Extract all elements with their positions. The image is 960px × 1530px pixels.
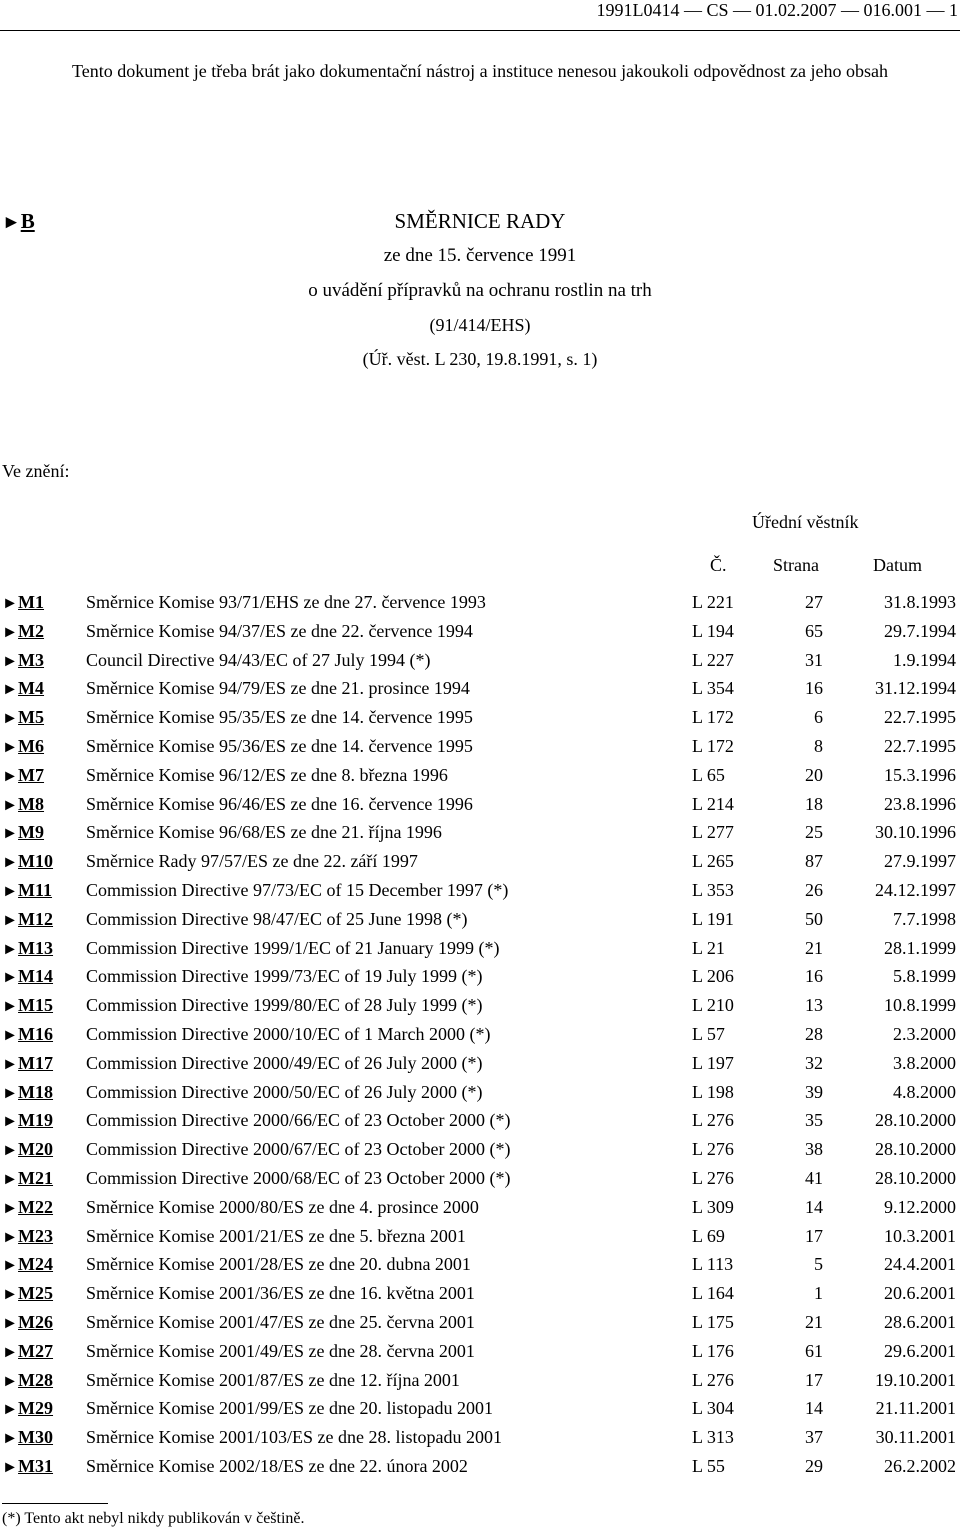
directive-subject: o uvádění přípravků na ochranu rostlin na trh: [308, 280, 652, 301]
amendment-row: [0, 590, 960, 619]
amendment-oj-number: L 172: [692, 707, 734, 728]
amendment-title: Směrnice Komise 95/35/ES ze dne 14. července 1995: [86, 707, 473, 728]
amendment-code-link[interactable]: M22: [18, 1196, 54, 1217]
column-header-page: Strana: [773, 555, 819, 575]
amendment-oj-number: L 194: [692, 620, 734, 641]
amendment-row: [0, 1252, 960, 1281]
amendment-code-link[interactable]: M31: [18, 1455, 54, 1476]
amendment-marker[interactable]: [2, 851, 53, 872]
amendment-title: Commission Directive 2000/10/EC of 1 March 2000 (*): [86, 1023, 491, 1044]
amendment-date: 28.10.2000: [875, 1139, 956, 1160]
amendment-row: [0, 1022, 960, 1051]
amendment-code-link[interactable]: M3: [18, 649, 45, 670]
amendment-code-link[interactable]: M23: [18, 1225, 54, 1246]
amendment-code-link[interactable]: M19: [18, 1110, 54, 1131]
amendment-oj-number: L 57: [692, 1023, 725, 1044]
amendment-title: Směrnice Komise 96/46/ES ze dne 16. července 1996: [86, 793, 473, 814]
amendment-page: 27: [805, 592, 823, 612]
amendment-title: Směrnice Komise 2002/18/ES ze dne 22. února 2002: [86, 1455, 468, 1476]
amendment-oj-number: L 309: [692, 1196, 734, 1217]
amendment-marker[interactable]: [2, 966, 53, 987]
amendment-oj-number: L 354: [692, 678, 734, 699]
amendment-page: 26: [805, 879, 823, 900]
amendment-row: [0, 1368, 960, 1397]
amendment-date: 31.12.1994: [875, 678, 956, 699]
triangle-right-icon: ►: [2, 997, 19, 1016]
amendment-row: [0, 1396, 960, 1425]
amendment-code-link[interactable]: M8: [18, 793, 45, 814]
amendment-marker[interactable]: [2, 621, 44, 642]
amendment-row: [0, 1137, 960, 1166]
amendment-row: [0, 1310, 960, 1339]
amendment-oj-number: L 65: [692, 764, 725, 785]
triangle-right-icon: ►: [2, 1169, 19, 1188]
amendment-code-link[interactable]: M21: [18, 1167, 54, 1188]
triangle-right-icon: ►: [2, 1457, 19, 1476]
amendment-marker[interactable]: [2, 1341, 53, 1362]
amendment-oj-number: L 353: [692, 879, 734, 900]
amendment-oj-number: L 276: [692, 1167, 734, 1188]
triangle-right-icon: ►: [2, 212, 21, 233]
amendment-date: 9.12.2000: [884, 1196, 956, 1217]
amendment-code-link[interactable]: M12: [18, 908, 54, 929]
amendment-page: 20: [805, 764, 823, 785]
amendment-row: [0, 878, 960, 907]
amendment-title: Commission Directive 2000/66/EC of 23 October 2000 (*): [86, 1110, 511, 1131]
amendment-code-link[interactable]: M26: [18, 1311, 54, 1332]
amendment-date: 29.7.1994: [884, 620, 956, 641]
amendment-row: [0, 849, 960, 878]
amendment-page: 35: [805, 1110, 823, 1131]
amendment-page: 65: [805, 620, 823, 641]
amendment-code-link[interactable]: M5: [18, 707, 45, 728]
footnote: (*) Tento akt nebyl nikdy publikován v češtině.: [2, 1510, 305, 1527]
amendment-row: [0, 648, 960, 677]
amendment-marker[interactable]: [2, 938, 53, 959]
amendment-oj-number: L 113: [692, 1254, 734, 1275]
amendment-code-link[interactable]: M16: [18, 1023, 54, 1044]
amendment-date: 5.8.1999: [893, 966, 956, 987]
amendment-page: 16: [805, 678, 823, 699]
amendment-title: Commission Directive 2000/68/EC of 23 October 2000 (*): [86, 1167, 511, 1188]
amendment-date: 28.1.1999: [884, 937, 956, 958]
amendment-code-link[interactable]: M10: [18, 851, 54, 872]
triangle-right-icon: ►: [2, 1371, 19, 1390]
amendment-title: Council Directive 94/43/EC of 27 July 1994 (*): [86, 649, 431, 670]
amendment-marker[interactable]: [2, 1312, 53, 1333]
amendment-title: Směrnice Komise 94/79/ES ze dne 21. prosince 1994: [86, 678, 470, 699]
amendment-oj-number: L 191: [692, 908, 734, 929]
amendment-code-link[interactable]: M28: [18, 1369, 54, 1390]
amendment-title: Směrnice Komise 94/37/ES ze dne 22. července 1994: [86, 620, 473, 641]
directive-title: SMĚRNICE RADY: [394, 209, 566, 233]
triangle-right-icon: ►: [2, 651, 19, 670]
triangle-right-icon: ►: [2, 680, 19, 699]
amendment-code-link[interactable]: M1: [18, 592, 45, 612]
amendment-oj-number: L 176: [692, 1340, 734, 1361]
amendment-date: 30.10.1996: [875, 822, 956, 843]
amendment-marker[interactable]: [2, 1139, 53, 1160]
triangle-right-icon: ►: [2, 1256, 19, 1275]
amendment-oj-number: L 277: [692, 822, 734, 843]
amendment-title: Směrnice Komise 2001/87/ES ze dne 12. října 2001: [86, 1369, 460, 1390]
amendment-page: 31: [805, 649, 823, 670]
triangle-right-icon: ►: [2, 766, 19, 785]
amendment-page: 32: [805, 1052, 823, 1073]
amendment-oj-number: L 206: [692, 966, 734, 987]
amendment-row: [0, 734, 960, 763]
amendment-title: Směrnice Komise 95/36/ES ze dne 14. července 1995: [86, 735, 473, 756]
amendment-page: 1: [814, 1283, 823, 1304]
amendment-title: Commission Directive 98/47/EC of 25 June 1998 (*): [86, 908, 468, 929]
triangle-right-icon: ►: [2, 737, 19, 756]
triangle-right-icon: ►: [2, 622, 19, 641]
amendment-page: 37: [805, 1427, 823, 1448]
amendment-oj-number: L 276: [692, 1139, 734, 1160]
triangle-right-icon: ►: [2, 1083, 19, 1102]
amendment-marker[interactable]: [2, 707, 44, 728]
amendment-marker[interactable]: [2, 1082, 53, 1103]
amendment-page: 6: [814, 707, 823, 728]
amendment-row: [0, 1166, 960, 1195]
amendment-oj-number: L 21: [692, 937, 725, 958]
amendment-date: 3.8.2000: [893, 1052, 956, 1073]
amendment-marker[interactable]: [2, 1427, 53, 1448]
amendment-marker[interactable]: [2, 1110, 53, 1131]
amendment-page: 17: [805, 1369, 823, 1390]
amendment-page: 21: [805, 1311, 823, 1332]
amendment-oj-number: L 304: [692, 1398, 734, 1419]
amendment-page: 18: [805, 793, 823, 814]
amendment-row: [0, 820, 960, 849]
amendment-row: [0, 792, 960, 821]
triangle-right-icon: ►: [2, 594, 19, 612]
amendment-date: 19.10.2001: [875, 1369, 956, 1390]
amendment-title: Směrnice Rady 97/57/ES ze dne 22. září 1997: [86, 851, 418, 872]
amendment-date: 28.10.2000: [875, 1110, 956, 1131]
amendment-row: [0, 1195, 960, 1224]
amendment-code-link[interactable]: M17: [18, 1052, 54, 1073]
amendment-date: 7.7.1998: [893, 908, 956, 929]
amendment-code-link[interactable]: M15: [18, 995, 54, 1016]
amendment-marker[interactable]: [2, 650, 44, 671]
amendment-row: [0, 763, 960, 792]
amendment-row: [0, 676, 960, 705]
amendment-row: [0, 705, 960, 734]
column-header-number: Č.: [710, 555, 727, 575]
triangle-right-icon: ►: [2, 1227, 19, 1246]
amendment-page: 13: [805, 995, 823, 1016]
amendment-marker[interactable]: [2, 1197, 53, 1218]
amendment-oj-number: L 175: [692, 1311, 734, 1332]
amendment-marker[interactable]: [2, 678, 44, 699]
amendment-date: 26.2.2002: [884, 1455, 956, 1476]
amendment-date: 24.12.1997: [875, 879, 956, 900]
amendment-marker[interactable]: [2, 1024, 53, 1045]
amendment-page: 5: [814, 1254, 823, 1275]
amendment-oj-number: L 198: [692, 1081, 734, 1102]
triangle-right-icon: ►: [2, 1141, 19, 1160]
amendment-page: 28: [805, 1023, 823, 1044]
amendment-date: 27.9.1997: [884, 851, 956, 872]
amendment-page: 61: [805, 1340, 823, 1361]
footnote-rule: [2, 1503, 108, 1504]
amendment-title: Směrnice Komise 2001/28/ES ze dne 20. dubna 2001: [86, 1254, 471, 1275]
amendment-oj-number: L 265: [692, 851, 734, 872]
triangle-right-icon: ►: [2, 853, 19, 872]
amendment-marker[interactable]: [2, 1283, 53, 1304]
amendment-oj-number: L 227: [692, 649, 734, 670]
amendment-marker[interactable]: [2, 736, 44, 757]
amendment-marker[interactable]: [2, 1168, 53, 1189]
amendment-code-link[interactable]: M29: [18, 1398, 54, 1419]
triangle-right-icon: ►: [2, 1285, 19, 1304]
amendment-code-link[interactable]: M25: [18, 1283, 54, 1304]
amendment-title: Commission Directive 2000/49/EC of 26 July 2000 (*): [86, 1052, 483, 1073]
amendment-page: 17: [805, 1225, 823, 1246]
amendment-row: [0, 1108, 960, 1137]
triangle-right-icon: ►: [2, 881, 19, 900]
amendment-oj-number: L 197: [692, 1052, 734, 1073]
amended-by-label: Ve znění:: [2, 461, 70, 481]
amendment-date: 15.3.1996: [884, 764, 956, 785]
amendment-title: Commission Directive 97/73/EC of 15 December 1997 (*): [86, 879, 509, 900]
amendment-date: 20.6.2001: [884, 1283, 956, 1304]
amendment-title: Commission Directive 1999/80/EC of 28 July 1999 (*): [86, 995, 483, 1016]
amendment-code-link[interactable]: M7: [18, 764, 45, 785]
amendment-marker[interactable]: [2, 1398, 53, 1419]
amendment-row: [0, 1051, 960, 1080]
amendment-page: 38: [805, 1139, 823, 1160]
amendment-marker[interactable]: [2, 880, 52, 901]
amendment-date: 4.8.2000: [893, 1081, 956, 1102]
amendment-code-link[interactable]: M14: [18, 966, 54, 987]
amendment-oj-number: L 55: [692, 1455, 725, 1476]
amendment-row: [0, 936, 960, 965]
amendment-title: Směrnice Komise 96/12/ES ze dne 8. března 1996: [86, 764, 448, 785]
directive-number: (91/414/EHS): [429, 315, 531, 335]
triangle-right-icon: ►: [2, 1313, 19, 1332]
amendment-marker[interactable]: [2, 1226, 53, 1247]
amendment-title: Commission Directive 2000/67/EC of 23 October 2000 (*): [86, 1139, 511, 1160]
amendment-marker[interactable]: [2, 1053, 53, 1074]
amendment-marker[interactable]: [2, 1456, 53, 1477]
amendment-marker[interactable]: [2, 592, 44, 613]
amendment-marker[interactable]: [2, 794, 44, 815]
triangle-right-icon: ►: [2, 1342, 19, 1361]
amendment-title: Směrnice Komise 2001/47/ES ze dne 25. června 2001: [86, 1311, 475, 1332]
amendment-marker[interactable]: [2, 1254, 53, 1275]
amendment-page: 87: [805, 851, 823, 872]
amendment-date: 29.6.2001: [884, 1340, 956, 1361]
amendments-table: [0, 590, 960, 1483]
amendment-marker[interactable]: [2, 822, 44, 843]
amendment-title: Směrnice Komise 2001/99/ES ze dne 20. listopadu 2001: [86, 1398, 493, 1419]
document-reference: 1991L0414 — CS — 01.02.2007 — 016.001 — 1: [596, 0, 958, 20]
triangle-right-icon: ►: [2, 1025, 19, 1044]
amendment-code-link[interactable]: M13: [18, 937, 54, 958]
amendment-page: 8: [814, 735, 823, 756]
amendment-date: 21.11.2001: [875, 1398, 956, 1419]
amendment-row: [0, 907, 960, 936]
amendment-date: 31.8.1993: [884, 592, 956, 612]
triangle-right-icon: ►: [2, 1429, 19, 1448]
triangle-right-icon: ►: [2, 1112, 19, 1131]
amendment-oj-number: L 276: [692, 1369, 734, 1390]
amendment-code-link[interactable]: M24: [18, 1254, 54, 1275]
amendment-date: 1.9.1994: [893, 649, 956, 670]
triangle-right-icon: ►: [2, 939, 19, 958]
amendment-oj-number: L 214: [692, 793, 734, 814]
amendment-code-link[interactable]: M11: [18, 879, 53, 900]
amendment-marker[interactable]: [2, 909, 53, 930]
basic-act-code-link[interactable]: B: [20, 209, 35, 233]
amendment-row: [0, 1281, 960, 1310]
amendment-title: Směrnice Komise 2001/103/ES ze dne 28. listopadu 2001: [86, 1427, 502, 1448]
amendment-title: Směrnice Komise 2001/21/ES ze dne 5. března 2001: [86, 1225, 466, 1246]
amendment-code-link[interactable]: M30: [18, 1427, 54, 1448]
amendment-page: 21: [805, 937, 823, 958]
triangle-right-icon: ►: [2, 795, 19, 814]
amendment-date: 22.7.1995: [884, 735, 956, 756]
amendment-date: 22.7.1995: [884, 707, 956, 728]
amendment-page: 41: [805, 1167, 823, 1188]
amendment-title: Commission Directive 2000/50/EC of 26 July 2000 (*): [86, 1081, 483, 1102]
amendment-page: 25: [805, 822, 823, 843]
amendment-row: [0, 993, 960, 1022]
triangle-right-icon: ►: [2, 709, 19, 728]
amendment-page: 39: [805, 1081, 823, 1102]
amendment-date: 28.10.2000: [875, 1167, 956, 1188]
disclaimer: Tento dokument je třeba brát jako dokumentační nástroj a instituce nenesou jakoukoli odpovědnost za jeho obsah: [71, 61, 889, 81]
amendment-page: 14: [805, 1196, 823, 1217]
amendment-title: Směrnice Komise 2001/49/ES ze dne 28. června 2001: [86, 1340, 475, 1361]
official-journal-reference: (Úř. věst. L 230, 19.8.1991, s. 1): [362, 349, 598, 369]
amendment-oj-number: L 313: [692, 1427, 734, 1448]
amendment-row: [0, 1454, 960, 1483]
amendment-title: Směrnice Komise 93/71/EHS ze dne 27. července 1993: [86, 592, 486, 612]
triangle-right-icon: ►: [2, 968, 19, 987]
amendment-page: 16: [805, 966, 823, 987]
amendment-row: [0, 619, 960, 648]
amendment-row: [0, 1425, 960, 1454]
amendment-marker[interactable]: [2, 995, 53, 1016]
amendment-row: [0, 1224, 960, 1253]
triangle-right-icon: ►: [2, 1054, 19, 1073]
amendment-date: 2.3.2000: [893, 1023, 956, 1044]
amendment-page: 29: [805, 1455, 823, 1476]
amendment-title: Směrnice Komise 96/68/ES ze dne 21. října 1996: [86, 822, 442, 843]
amendment-oj-number: L 210: [692, 995, 734, 1016]
amendment-oj-number: L 172: [692, 735, 734, 756]
amendment-date: 30.11.2001: [875, 1427, 956, 1448]
amendment-marker[interactable]: [2, 765, 44, 786]
amendment-code-link[interactable]: M4: [18, 678, 45, 699]
amendment-date: 28.6.2001: [884, 1311, 956, 1332]
triangle-right-icon: ►: [2, 910, 19, 929]
amendment-row: [0, 1339, 960, 1368]
amendment-title: Commission Directive 1999/1/EC of 21 January 1999 (*): [86, 937, 500, 958]
triangle-right-icon: ►: [2, 1400, 19, 1419]
amendment-title: Směrnice Komise 2001/36/ES ze dne 16. května 2001: [86, 1283, 475, 1304]
amendment-row: [0, 964, 960, 993]
amendment-oj-number: L 69: [692, 1225, 725, 1246]
header-rule: [0, 30, 960, 31]
amendment-date: 23.8.1996: [884, 793, 956, 814]
amendment-oj-number: L 164: [692, 1283, 734, 1304]
amendment-title: Směrnice Komise 2000/80/ES ze dne 4. prosince 2000: [86, 1196, 479, 1217]
amendment-code-link[interactable]: M18: [18, 1081, 54, 1102]
amendment-page: 50: [805, 908, 823, 929]
amendment-date: 24.4.2001: [884, 1254, 956, 1275]
amendment-page: 14: [805, 1398, 823, 1419]
official-journal-header: Úřední věstník: [752, 512, 859, 532]
triangle-right-icon: ►: [2, 1198, 19, 1217]
amendment-code-link[interactable]: M6: [18, 735, 45, 756]
amendment-code-link[interactable]: M20: [18, 1139, 54, 1160]
amendment-oj-number: L 276: [692, 1110, 734, 1131]
amendment-title: Commission Directive 1999/73/EC of 19 July 1999 (*): [86, 966, 483, 987]
amendment-date: 10.8.1999: [884, 995, 956, 1016]
amendment-date: 10.3.2001: [884, 1225, 956, 1246]
amendment-code-link[interactable]: M9: [18, 822, 45, 843]
amendment-row: [0, 1080, 960, 1109]
triangle-right-icon: ►: [2, 824, 19, 843]
amendment-oj-number: L 221: [692, 592, 734, 612]
amendment-marker[interactable]: [2, 1370, 53, 1391]
column-header-date: Datum: [873, 555, 922, 575]
amendment-code-link[interactable]: M27: [18, 1340, 54, 1361]
directive-date: ze dne 15. července 1991: [383, 245, 577, 266]
amendment-code-link[interactable]: M2: [18, 620, 45, 641]
